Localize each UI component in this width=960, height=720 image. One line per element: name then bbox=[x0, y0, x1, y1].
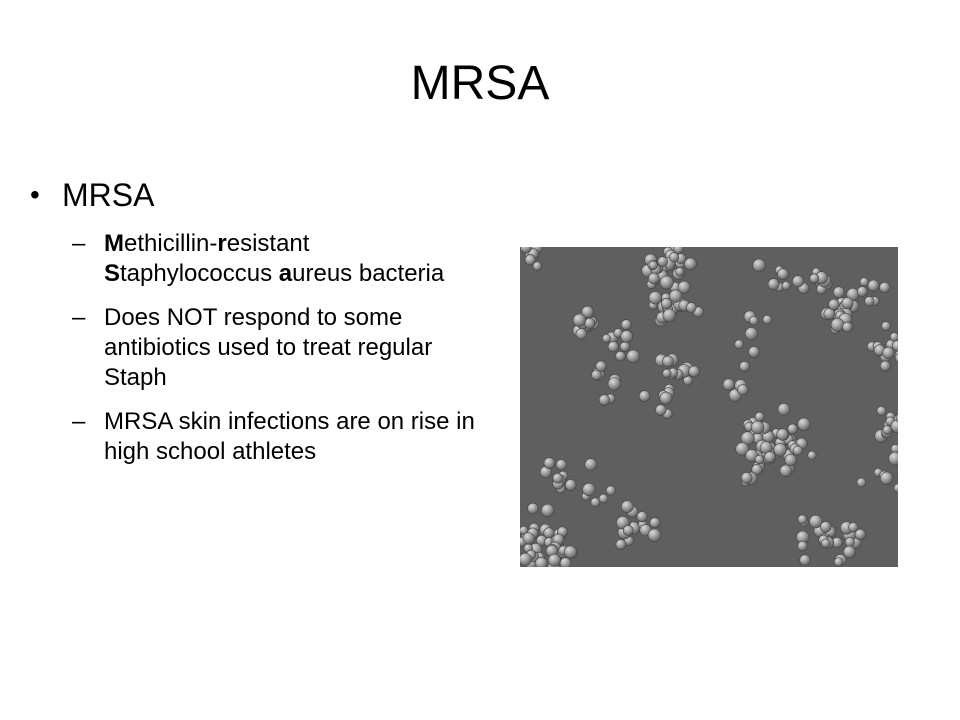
text-part: a bbox=[278, 260, 293, 287]
slide-content bbox=[30, 175, 480, 481]
text-part: S bbox=[104, 260, 121, 287]
sub-bullet-list bbox=[30, 229, 480, 467]
sub-bullet-text bbox=[104, 230, 444, 287]
dash-icon: – bbox=[72, 230, 86, 257]
sub-bullet-item bbox=[30, 229, 480, 289]
sub-bullet-text: MRSA skin infections are on rise in high school athletes bbox=[104, 408, 475, 465]
text-part: esistant bbox=[226, 230, 310, 257]
slide-title: MRSA bbox=[410, 57, 550, 110]
text-part: M bbox=[104, 230, 124, 257]
dash-icon: – bbox=[72, 408, 86, 435]
text-part: ureus bacteria bbox=[292, 260, 445, 287]
text-part: ethicillin- bbox=[124, 230, 218, 257]
mrsa-micrograph-image bbox=[520, 247, 898, 567]
sub-bullet-item bbox=[30, 303, 480, 393]
micrograph-sheen bbox=[520, 247, 898, 567]
text-part: r bbox=[217, 230, 227, 257]
text-part: taphylococcus bbox=[120, 260, 279, 287]
sub-bullet-text: Does NOT respond to some antibiotics used to treat regular Staph bbox=[104, 304, 433, 391]
main-bullet: • MRSA bbox=[30, 175, 480, 215]
sub-bullet-item bbox=[30, 407, 480, 467]
micrograph-svg bbox=[520, 247, 898, 567]
dash-icon: – bbox=[72, 304, 86, 331]
